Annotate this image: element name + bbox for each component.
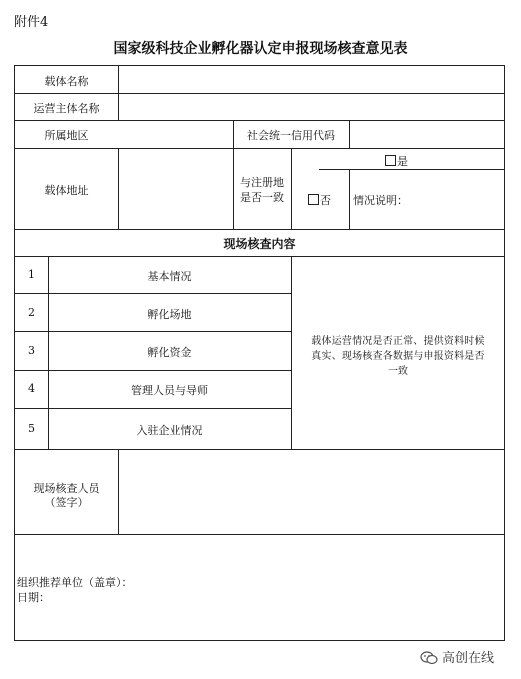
carrier-name-field[interactable] bbox=[119, 67, 503, 92]
address-field[interactable] bbox=[119, 149, 232, 228]
section-title: 现场核查内容 bbox=[223, 237, 296, 251]
watermark bbox=[420, 647, 494, 666]
item-number: 1 bbox=[28, 268, 35, 281]
inspector-label: 现场核查人员 bbox=[33, 482, 100, 495]
item-number: 3 bbox=[28, 344, 35, 357]
region-label: 所属地区 bbox=[44, 129, 89, 142]
inspector-sign-note: （签字） bbox=[44, 496, 89, 509]
address-label: 载体地址 bbox=[44, 184, 89, 197]
item-number: 5 bbox=[28, 422, 35, 435]
item-label: 管理人员与导师 bbox=[131, 384, 208, 397]
item-label: 入驻企业情况 bbox=[136, 424, 203, 437]
item-label: 基本情况 bbox=[147, 270, 192, 283]
verification-note-line3: 一致 bbox=[388, 366, 408, 377]
consistent-label-line1: 与注册地 bbox=[240, 176, 284, 189]
yes-checkbox[interactable] bbox=[385, 155, 396, 166]
verification-note-line1: 载体运营情况是否正常、提供资料时候 bbox=[311, 336, 485, 347]
form-title: 国家级科技企业孵化器认定申报现场核查意见表 bbox=[113, 41, 408, 57]
wechat-icon bbox=[420, 651, 438, 665]
item-label: 孵化资金 bbox=[147, 346, 192, 359]
explain-label: 情况说明： bbox=[353, 194, 408, 207]
attachment-label: 附件4 bbox=[14, 15, 49, 30]
item-number: 4 bbox=[28, 382, 35, 395]
region-field[interactable] bbox=[119, 121, 232, 147]
inspector-signature-field[interactable] bbox=[119, 450, 503, 533]
operator-name-field[interactable] bbox=[119, 94, 503, 119]
carrier-name-label: 载体名称 bbox=[44, 75, 89, 88]
no-option[interactable] bbox=[308, 192, 331, 208]
operator-name-label: 运营主体名称 bbox=[33, 102, 100, 115]
consistent-label-line2: 是否一致 bbox=[240, 191, 284, 204]
credit-code-label: 社会统一信用代码 bbox=[247, 129, 335, 142]
recommending-org-label: 组织推荐单位（盖章）： bbox=[17, 576, 133, 589]
credit-code-field[interactable] bbox=[350, 121, 503, 147]
date-label: 日期： bbox=[17, 591, 50, 604]
no-label: 否 bbox=[320, 194, 331, 207]
item-label: 孵化场地 bbox=[147, 308, 192, 321]
form-table bbox=[14, 65, 505, 641]
yes-label: 是 bbox=[397, 155, 408, 168]
no-checkbox[interactable] bbox=[308, 194, 319, 205]
watermark-text: 高创在线 bbox=[442, 651, 495, 666]
item-number: 2 bbox=[28, 306, 35, 319]
yes-option[interactable] bbox=[385, 153, 408, 169]
verification-note-line2: 真实、现场核查各数据与申报资料是否 bbox=[311, 351, 485, 362]
